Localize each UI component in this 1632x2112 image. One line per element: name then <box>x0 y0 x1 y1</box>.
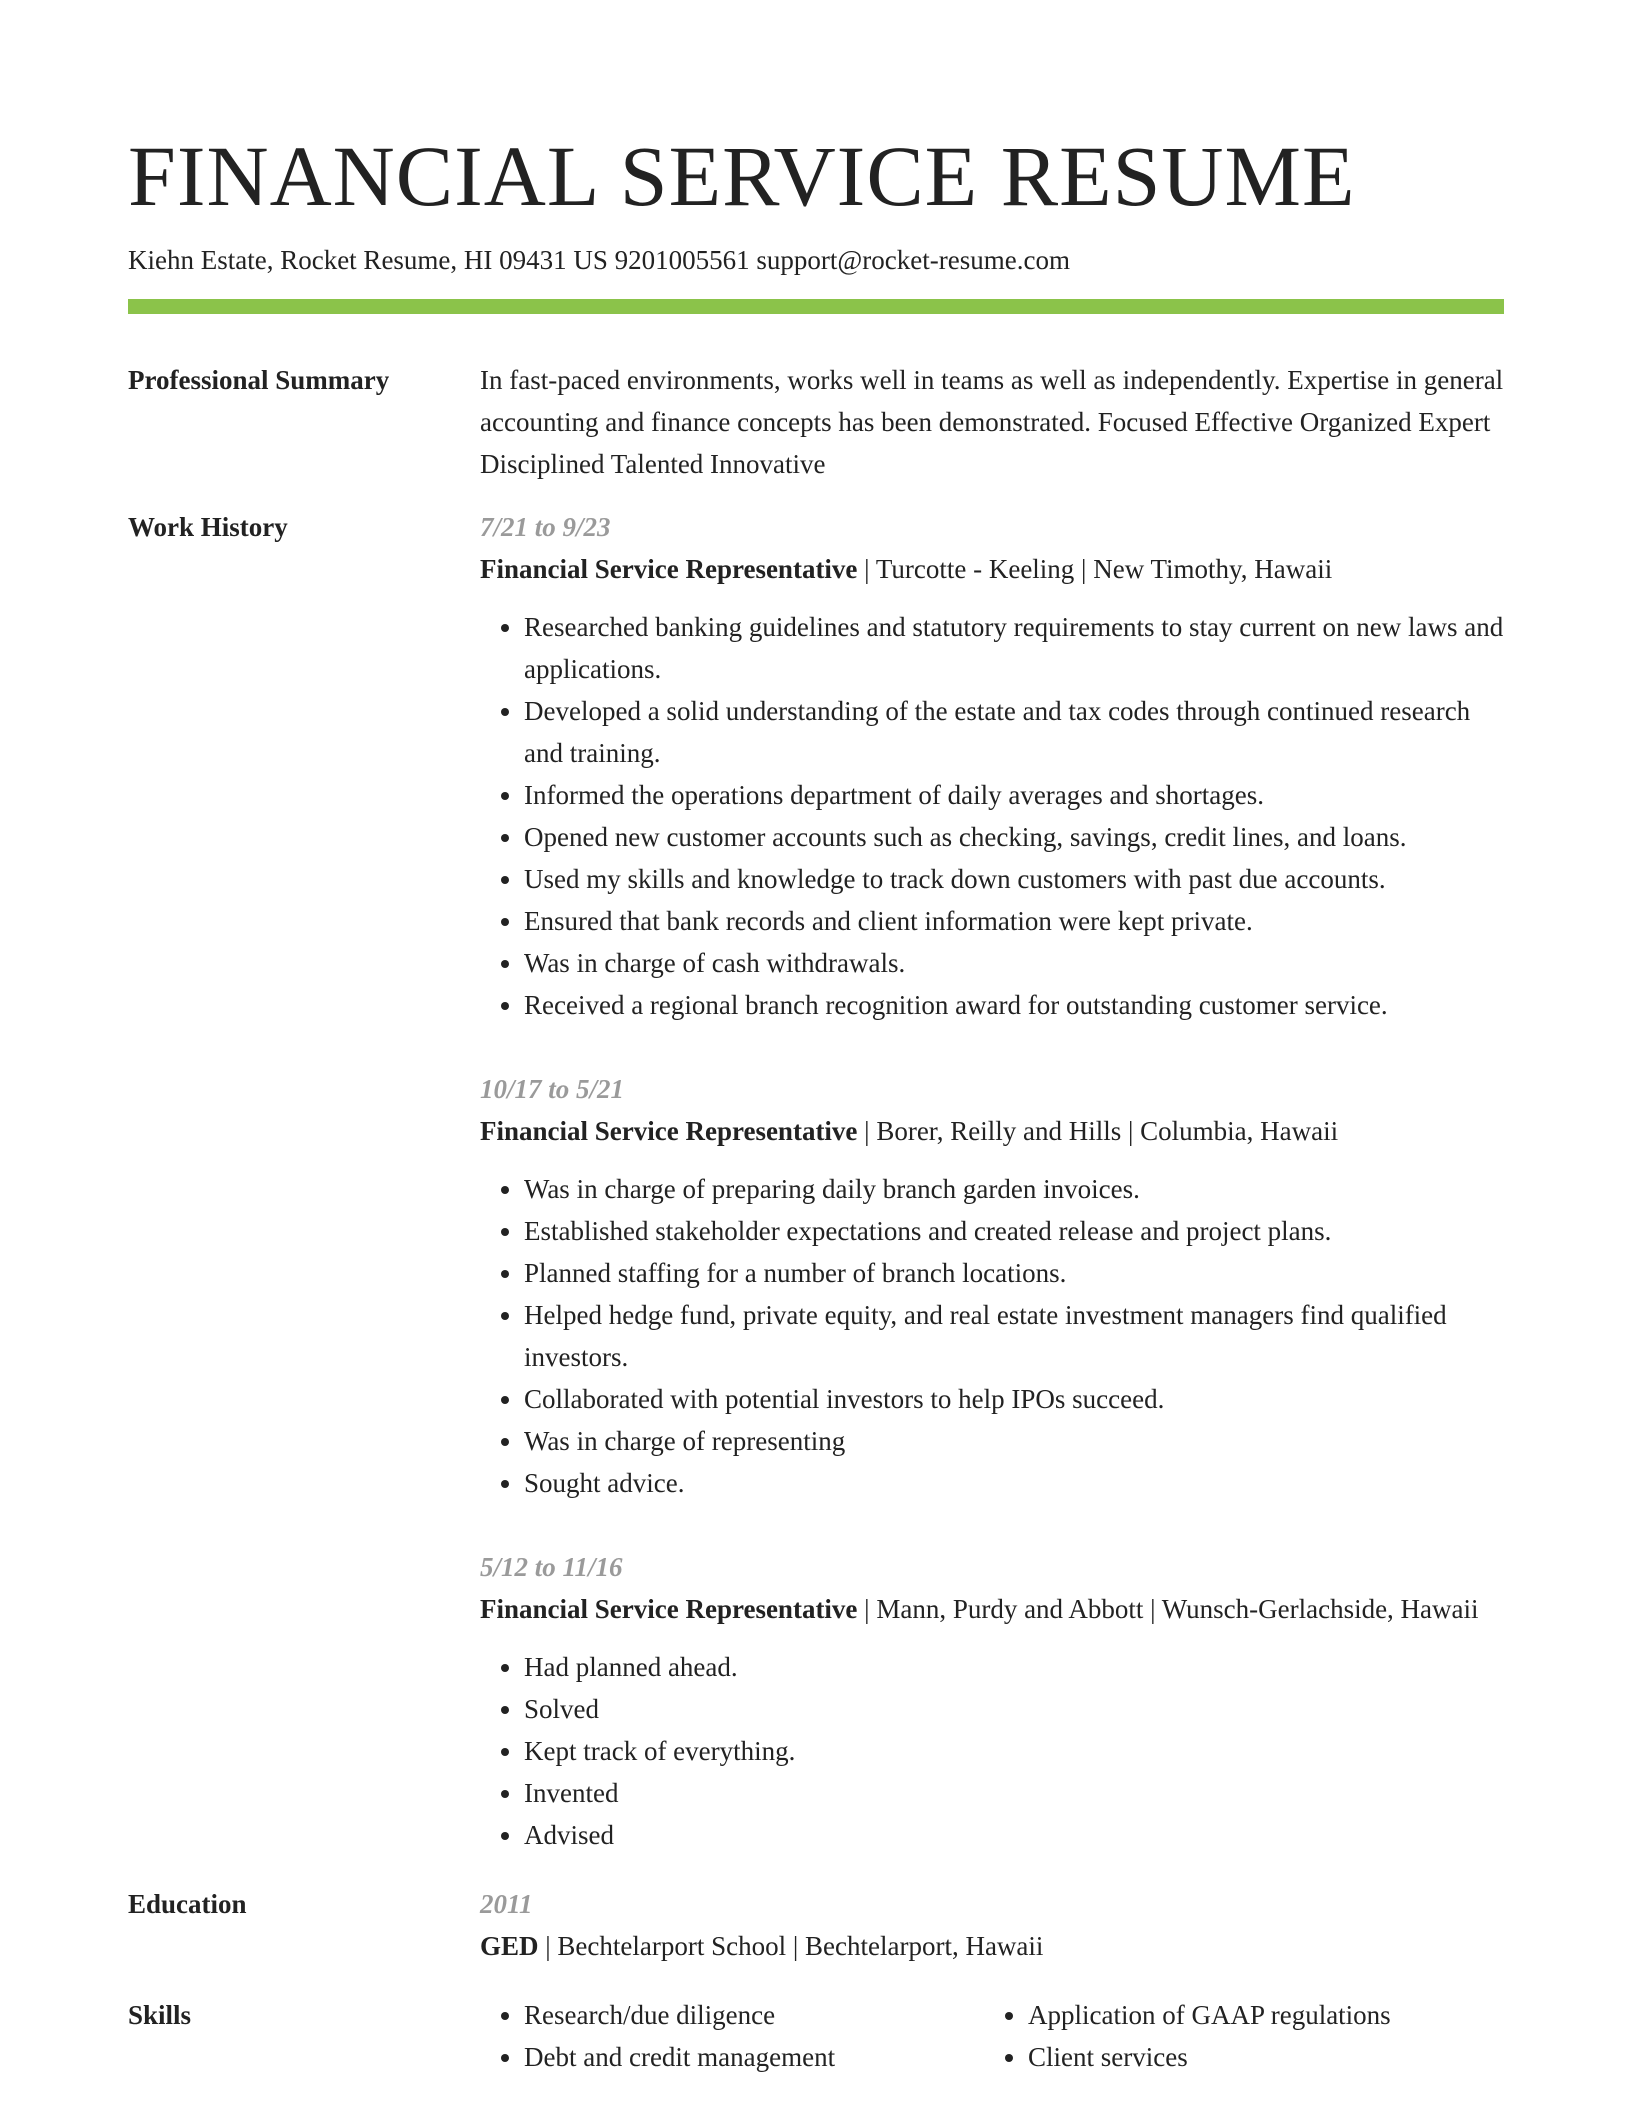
list-item: • Research/due diligence <box>524 1994 984 2036</box>
list-item: • Advised <box>524 1814 1504 1856</box>
list-item: • Was in charge of cash withdrawals. <box>524 942 1504 984</box>
list-item: • Ensured that bank records and client information were kept private. <box>524 900 1504 942</box>
job-title: Financial Service Representative <box>480 1116 858 1146</box>
job-entry <box>480 1068 1504 1504</box>
list-item: • Helped hedge fund, private equity, and real estate investment managers find qualified investors. <box>524 1294 1504 1378</box>
job-bullets <box>480 1168 1504 1504</box>
job-title: Financial Service Representative <box>480 554 858 584</box>
education-label: Education <box>128 1889 247 1919</box>
list-item: • Researched banking guidelines and statutory requirements to stay current on new laws and applications. <box>524 606 1504 690</box>
summary-label: Professional Summary <box>128 365 390 395</box>
summary-text: In fast-paced environments, works well in teams as well as independently. Expertise in general accounting and finance concepts has been demonstrated. Focused Effective Organized Expert Disciplined Talented Innovative <box>480 365 1504 479</box>
education-details: | Bechtelarport School | Bechtelarport, Hawaii <box>538 1931 1044 1961</box>
list-item: • Had planned ahead. <box>524 1646 1504 1688</box>
contact-line: Kiehn Estate, Rocket Resume, HI 09431 US 9201005561 support@rocket-resume.com <box>128 245 1070 275</box>
job-dates: 5/12 to 11/16 <box>480 1552 623 1582</box>
education-body <box>480 1883 1504 1967</box>
list-item: • Informed the operations department of daily averages and shortages. <box>524 774 1504 816</box>
skills-column-1 <box>480 1994 984 2078</box>
skills-label: Skills <box>128 2000 192 2030</box>
summary-body <box>480 359 1504 485</box>
resume-title: FINANCIAL SERVICE RESUME <box>128 128 1356 224</box>
list-item: • Opened new customer accounts such as checking, savings, credit lines, and loans. <box>524 816 1504 858</box>
education-section <box>128 1888 1504 1967</box>
education-line <box>480 1925 1504 1967</box>
list-item: • Collaborated with potential investors to help IPOs succeed. <box>524 1378 1504 1420</box>
education-degree: GED <box>480 1931 539 1961</box>
list-item: • Kept track of everything. <box>524 1730 1504 1772</box>
job-dates: 10/17 to 5/21 <box>480 1074 625 1104</box>
skills-section <box>128 1999 1504 2078</box>
job-dates: 7/21 to 9/23 <box>480 512 611 542</box>
job-details: | Borer, Reilly and Hills | Columbia, Hawaii <box>857 1116 1339 1146</box>
job-title-line <box>480 1588 1504 1630</box>
summary-section <box>128 364 1504 485</box>
list-item: • Was in charge of preparing daily branch garden invoices. <box>524 1168 1504 1210</box>
education-year: 2011 <box>480 1889 533 1919</box>
list-item: • Sought advice. <box>524 1462 1504 1504</box>
skills-body <box>480 1994 1504 2078</box>
list-item: • Received a regional branch recognition award for outstanding customer service. <box>524 984 1504 1026</box>
job-bullets <box>480 1646 1504 1856</box>
job-title-line <box>480 1110 1504 1152</box>
list-item: • Invented <box>524 1772 1504 1814</box>
accent-divider <box>128 299 1504 314</box>
job-entry <box>480 506 1504 1026</box>
work-label: Work History <box>128 512 288 542</box>
job-bullets <box>480 606 1504 1026</box>
list-item: • Solved <box>524 1688 1504 1730</box>
job-entry <box>480 1546 1504 1856</box>
list-item: • Used my skills and knowledge to track down customers with past due accounts. <box>524 858 1504 900</box>
work-section <box>128 511 1504 1856</box>
job-details: | Turcotte - Keeling | New Timothy, Hawaii <box>857 554 1333 584</box>
job-details: | Mann, Purdy and Abbott | Wunsch-Gerlachside, Hawaii <box>857 1594 1479 1624</box>
list-item: • Developed a solid understanding of the estate and tax codes through continued research and training. <box>524 690 1504 774</box>
skills-column-2 <box>984 1994 1488 2078</box>
list-item: • Established stakeholder expectations and created release and project plans. <box>524 1210 1504 1252</box>
work-body <box>480 506 1504 1856</box>
list-item: • Client services <box>1028 2036 1488 2078</box>
list-item: • Application of GAAP regulations <box>1028 1994 1488 2036</box>
job-title-line <box>480 548 1504 590</box>
list-item: • Was in charge of representing <box>524 1420 1504 1462</box>
list-item: • Planned staffing for a number of branch locations. <box>524 1252 1504 1294</box>
job-title: Financial Service Representative <box>480 1594 858 1624</box>
list-item: • Debt and credit management <box>524 2036 984 2078</box>
